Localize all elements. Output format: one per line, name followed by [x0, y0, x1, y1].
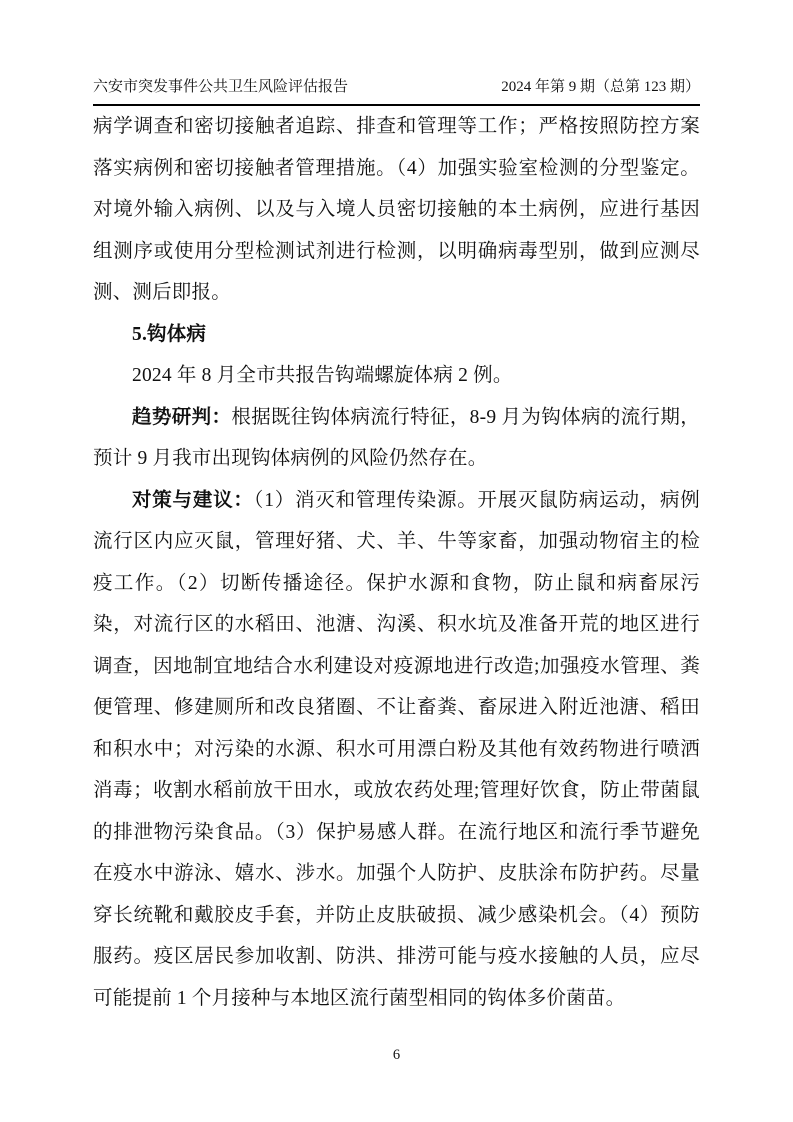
page-number: 6 — [392, 1047, 401, 1063]
recommendations-text: （1）消灭和管理传染源。开展灭鼠防病运动，病例流行区内应灭鼠，管理好猪、犬、羊、牛等家畜，加强动物宿主的检疫工作。（2）切断传播途径。保护水源和食物，防止鼠和病畜尿污染，对流行区的水稻田、池溏、沟溪、积水坑及准备开荒的地区进行调查，因地制宜地结合水利建设对疫源地进行改造;加强疫水管理、粪便管理、修建厕所和改良猪圈、不让畜粪、畜尿进入附近池溏、稻田和积水中；对污染的水源、积水可用漂白粉及其他有效药物进行喷洒消毒；收割水稻前放干田水，或放农药处理;管理好饮食，防止带菌鼠的排泄物污染食品。（3）保护易感人群。在流行地区和流行季节避免在疫水中游泳、嬉水、涉水。加强个人防护、皮肤涂布防护药。尽量穿长统靴和戴胶皮手套，并防止皮肤破损、减少感染机会。（4）预防服药。疫区居民参加收割、防洪、排涝可能与疫水接触的人员，应尽可能提前 1 个月接种与本地区流行菌型相同的钩体多价菌苗。 — [93, 489, 700, 1009]
page-header — [93, 76, 700, 106]
trend-analysis-label: 趋势研判： — [132, 406, 232, 428]
page-footer — [0, 1046, 793, 1064]
header-report-title: 六安市突发事件公共卫生风险评估报告 — [93, 79, 349, 95]
document-body — [93, 106, 700, 1019]
paragraph-recommendations — [93, 480, 700, 1020]
section-heading-leptospirosis: 5.钩体病 — [132, 323, 207, 345]
trend-analysis-text: 根据既往钩体病流行特征，8-9 月为钩体病的流行期，预计 9 月我市出现钩体病例的风险仍然存在。 — [93, 406, 700, 469]
paragraph-continuation: 病学调查和密切接触者追踪、排查和管理等工作；严格按照防控方案落实病例和密切接触者管理措施。（4）加强实验室检测的分型鉴定。对境外输入病例、以及与入境人员密切接触的本土病例，应进行基因组测序或使用分型检测试剂进行检测，以明确病毒型别，做到应测尽测、测后即报。 — [93, 116, 700, 303]
header-issue-number: 2024 年第 9 期（总第 123 期） — [501, 79, 700, 95]
recommendations-label: 对策与建议： — [132, 489, 254, 511]
paragraph-case-count: 2024 年 8 月全市共报告钩端螺旋体病 2 例。 — [132, 365, 513, 386]
paragraph-trend-analysis — [93, 397, 700, 480]
